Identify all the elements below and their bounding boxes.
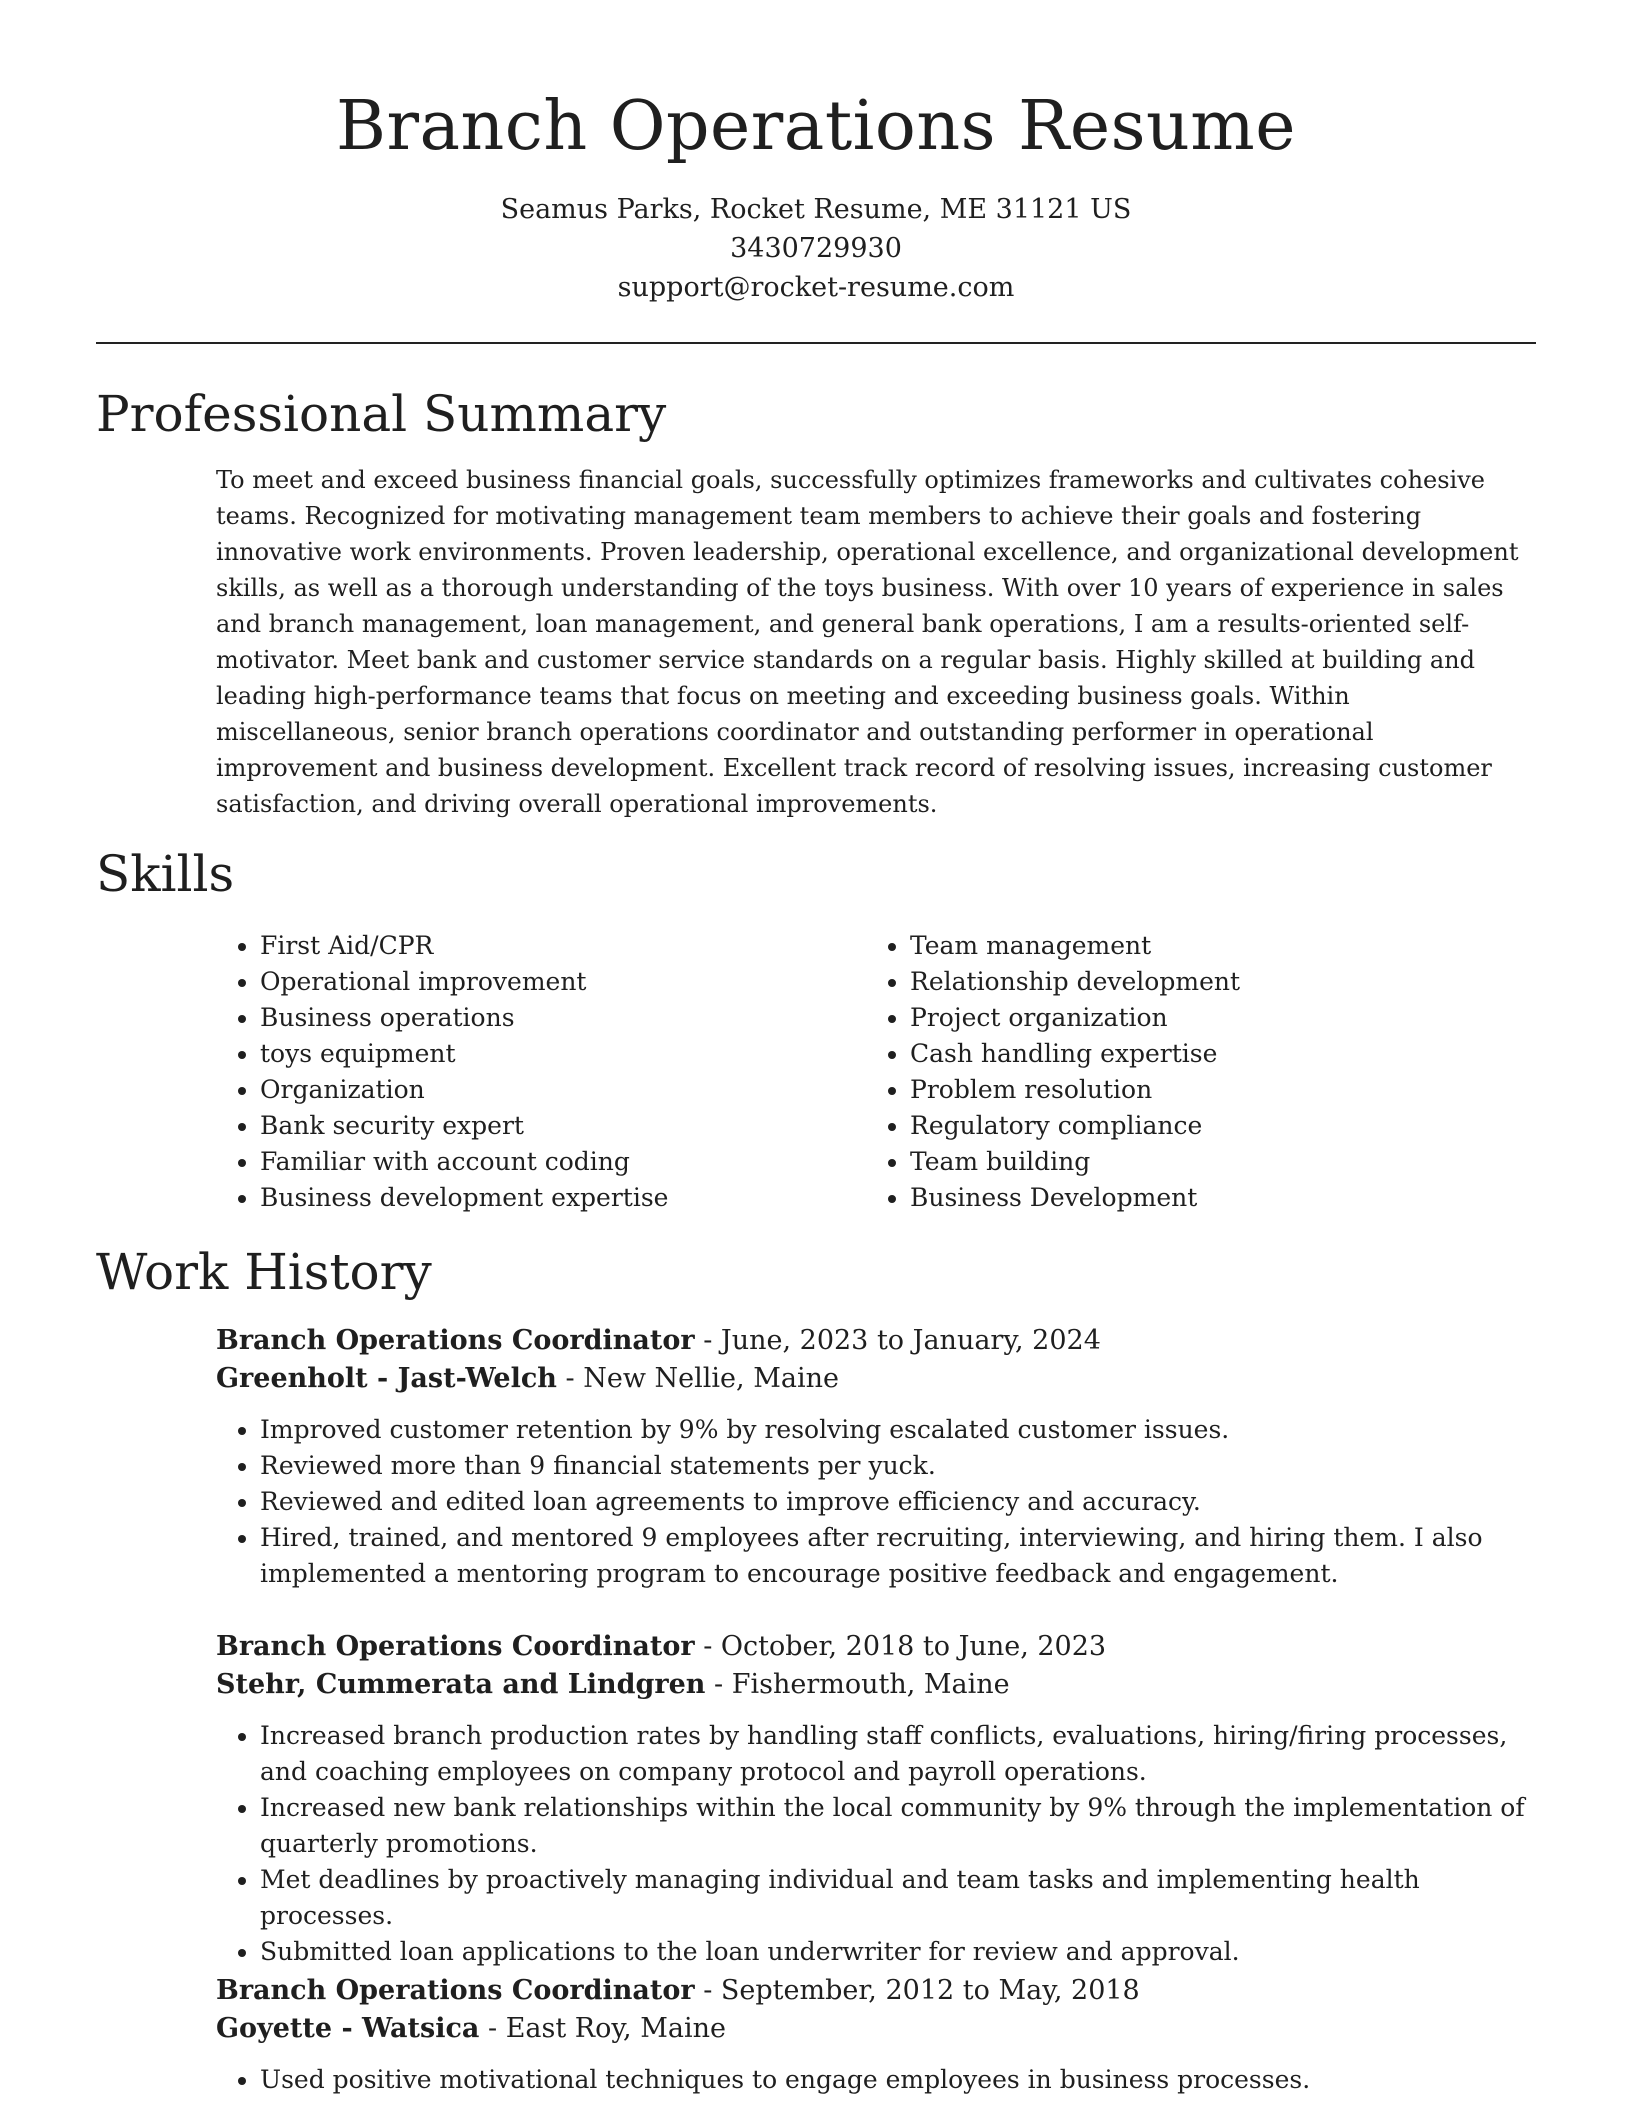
- skill-item: • Business operations: [260, 1000, 866, 1036]
- job-title-line: [216, 1628, 1536, 1666]
- job-role: Branch Operations Coordinator: [216, 1325, 695, 1356]
- document-title: Branch Operations Resume: [335, 87, 1297, 166]
- job-bullets: [216, 2062, 1536, 2098]
- job-location: New Nellie, Maine: [583, 1363, 839, 1394]
- skill-item: • Team building: [910, 1144, 1510, 1180]
- job-company: Stehr, Cummerata and Lindgren: [216, 1669, 706, 1700]
- job-bullet: • Hired, trained, and mentored 9 employees after recruiting, interviewing, and hiring them. I also implemented a mentoring program to encourage positive feedback and engagement.: [260, 1520, 1536, 1592]
- header-divider: [96, 342, 1536, 344]
- job-dates: September, 2012 to May, 2018: [720, 1975, 1140, 2006]
- separator: -: [556, 1363, 584, 1394]
- job-bullet: • Used positive motivational techniques to engage employees in business processes.: [260, 2062, 1536, 2098]
- job-bullet: • Improved customer retention by 9% by resolving escalated customer issues.: [260, 1412, 1536, 1448]
- job-company: Greenholt - Jast-Welch: [216, 1363, 557, 1394]
- resume-header: [0, 0, 1632, 307]
- job-location: East Roy, Maine: [505, 2013, 726, 2044]
- separator: -: [694, 1325, 721, 1356]
- job-entry: [216, 1628, 1536, 1970]
- skill-item: • Relationship development: [910, 964, 1510, 1000]
- skills-column-left: [216, 928, 866, 1216]
- job-bullet: • Increased branch production rates by handling staff conflicts, evaluations, hiring/firing processes, and coaching employees on company protocol and payroll operations.: [260, 1718, 1536, 1790]
- separator: -: [694, 1975, 721, 2006]
- job-dates: October, 2018 to June, 2023: [720, 1631, 1107, 1662]
- skill-item: • toys equipment: [260, 1036, 866, 1072]
- skill-item: • Cash handling expertise: [910, 1036, 1510, 1072]
- contact-phone: 3430729930: [730, 233, 902, 264]
- skill-item: • Team management: [910, 928, 1510, 964]
- job-dates: June, 2023 to January, 2024: [720, 1325, 1101, 1356]
- job-role: Branch Operations Coordinator: [216, 1631, 695, 1662]
- contact-email: support@rocket-resume.com: [617, 272, 1015, 303]
- contact-block: [0, 190, 1632, 307]
- skill-item: • Regulatory compliance: [910, 1108, 1510, 1144]
- separator: -: [705, 1669, 732, 1700]
- job-company: Goyette - Watsica: [216, 2013, 480, 2044]
- skill-item: • First Aid/CPR: [260, 928, 866, 964]
- skill-item: • Project organization: [910, 1000, 1510, 1036]
- job-bullet: • Met deadlines by proactively managing individual and team tasks and implementing health processes.: [260, 1862, 1536, 1934]
- skill-item: • Familiar with account coding: [260, 1144, 866, 1180]
- skill-item: • Problem resolution: [910, 1072, 1510, 1108]
- skills-list: [216, 928, 1536, 1216]
- job-company-line: [216, 1360, 1536, 1398]
- job-role: Branch Operations Coordinator: [216, 1975, 695, 2006]
- contact-address: Seamus Parks, Rocket Resume, ME 31121 US: [500, 194, 1132, 225]
- job-entry: [216, 1972, 1536, 2098]
- job-title-line: [216, 1322, 1536, 1360]
- skill-item: • Organization: [260, 1072, 866, 1108]
- skill-item: • Operational improvement: [260, 964, 866, 1000]
- work-history-heading: Work History: [96, 1243, 432, 1301]
- separator: -: [479, 2013, 506, 2044]
- job-bullets: [216, 1718, 1536, 1970]
- job-bullet: • Reviewed and edited loan agreements to improve efficiency and accuracy.: [260, 1484, 1536, 1520]
- job-bullet: • Increased new bank relationships within the local community by 9% through the implementation of quarterly promotions.: [260, 1790, 1536, 1862]
- skill-item: • Business Development: [910, 1180, 1510, 1216]
- skill-item: • Business development expertise: [260, 1180, 866, 1216]
- job-location: Fishermouth, Maine: [731, 1669, 1010, 1700]
- skills-column-right: [866, 928, 1510, 1216]
- job-company-line: [216, 1666, 1536, 1704]
- job-entry: [216, 1322, 1536, 1592]
- job-bullets: [216, 1412, 1536, 1592]
- skill-item: • Bank security expert: [260, 1108, 866, 1144]
- job-bullet: • Submitted loan applications to the loan underwriter for review and approval.: [260, 1934, 1536, 1970]
- summary-heading: Professional Summary: [96, 385, 667, 443]
- separator: -: [694, 1631, 721, 1662]
- skills-heading: Skills: [96, 845, 235, 903]
- job-title-line: [216, 1972, 1536, 2010]
- summary-text: To meet and exceed business financial goals, successfully optimizes frameworks and cultivates cohesive teams. Recognized for motivating management team members to achieve their goals and fostering innovative work environments. Proven leadership, operational excellence, and organizational development skills, as well as a thorough understanding of the toys business. With over 10 years of experience in sales and branch management, loan management, and general bank operations, I am a results-oriented self-motivator. Meet bank and customer service standards on a regular basis. Highly skilled at building and leading high-performance teams that focus on meeting and exceeding business goals. Within miscellaneous, senior branch operations coordinator and outstanding performer in operational improvement and business development. Excellent track record of resolving issues, increasing customer satisfaction, and driving overall operational improvements.: [216, 466, 1519, 818]
- job-company-line: [216, 2010, 1536, 2048]
- job-bullet: • Reviewed more than 9 financial statements per yuck.: [260, 1448, 1536, 1484]
